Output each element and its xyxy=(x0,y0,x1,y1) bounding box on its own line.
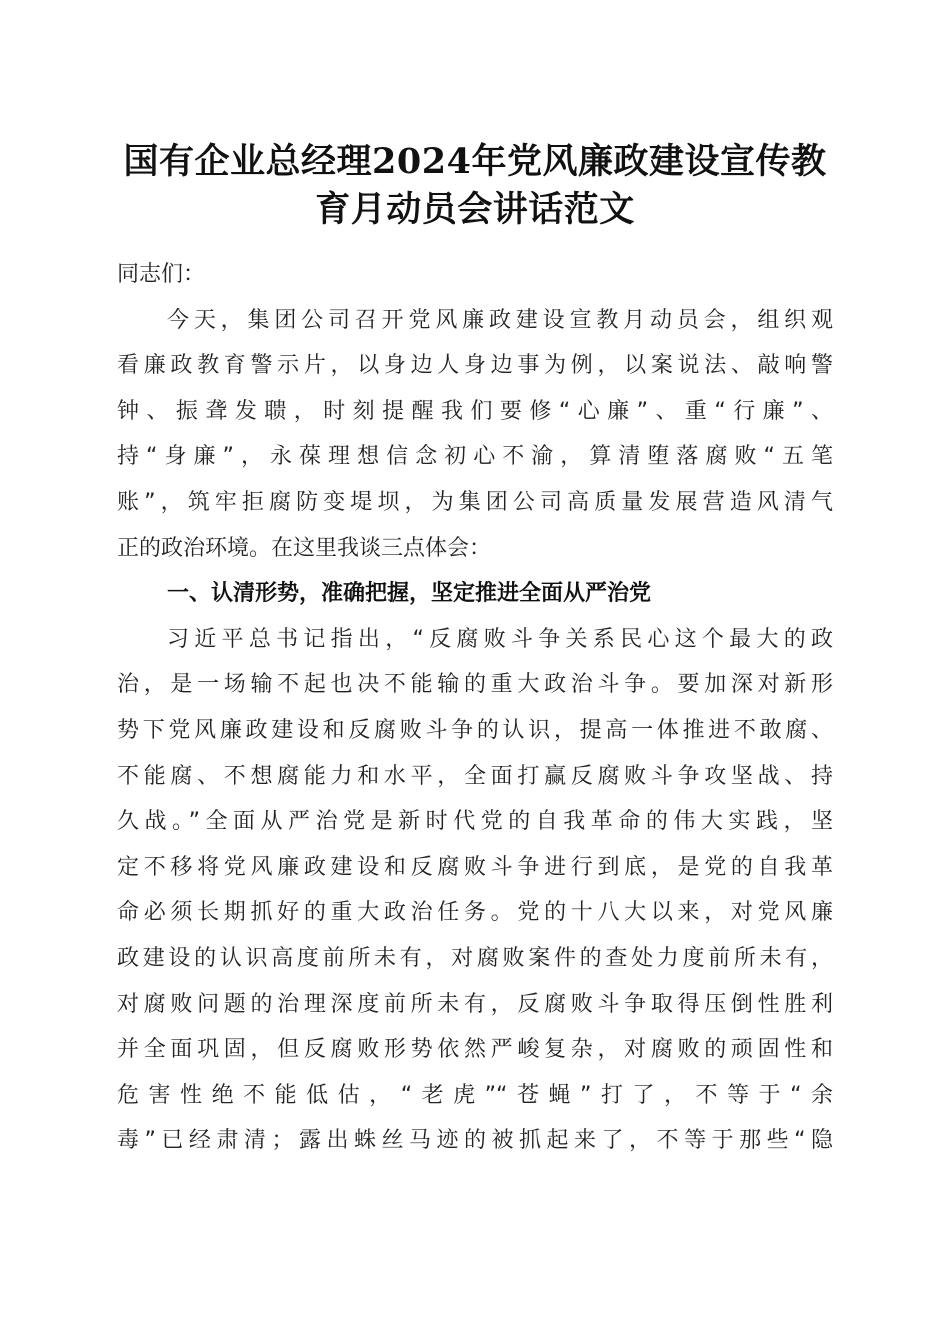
paragraph-line: 政建设的认识高度前所未有，对腐败案件的查处力度前所未有， xyxy=(117,945,833,971)
paragraph-line: 今天，集团公司召开党风廉政建设宣教月动员会，组织观 xyxy=(167,307,833,333)
paragraph-line: 账”，筑牢拒腐防变堤坝，为集团公司高质量发展营造风清气 xyxy=(117,489,833,515)
title-line: 国有企业总经理2024年党风廉政建设宣传教 xyxy=(123,141,827,182)
section1-paragraph xyxy=(117,617,833,1164)
section-heading: 一、认清形势，准确把握，坚定推进全面从严治党 xyxy=(167,581,652,607)
document-body xyxy=(117,252,833,1164)
paragraph-line: 命必须长期抓好的重大政治任务。党的十八大以来，对党风廉 xyxy=(117,900,833,926)
paragraph-line: 定不移将党风廉政建设和反腐败斗争进行到底，是党的自我革 xyxy=(117,854,833,880)
paragraph-line: 毒”已经肃清；露出蛛丝马迹的被抓起来了，不等于那些“隐 xyxy=(117,1128,833,1154)
paragraph-line: 危害性绝不能低估，“老虎”“苍蝇”打了，不等于“余 xyxy=(117,1082,833,1108)
paragraph-line: 治，是一场输不起也决不能输的重大政治斗争。要加深对新形 xyxy=(117,672,833,698)
intro-paragraph xyxy=(117,298,833,572)
paragraph-line: 正的政治环境。在这里我谈三点体会： xyxy=(117,535,492,561)
paragraph-line: 不能腐、不想腐能力和水平，全面打赢反腐败斗争攻坚战、持 xyxy=(117,763,833,789)
paragraph-line: 并全面巩固，但反腐败形势依然严峻复杂，对腐败的顽固性和 xyxy=(117,1037,833,1063)
title-line: 育月动员会讲话范文 xyxy=(315,189,635,230)
paragraph-line: 钟、振聋发聩，时刻提醒我们要修“心廉”、重“行廉”、 xyxy=(117,398,833,424)
paragraph-line: 久战。”全面从严治党是新时代党的自我革命的伟大实践，坚 xyxy=(117,809,833,835)
paragraph-line: 持“身廉”，永葆理想信念初心不渝，算清堕落腐败“五笔 xyxy=(117,444,833,470)
paragraph-line: 对腐败问题的治理深度前所未有，反腐败斗争取得压倒性胜利 xyxy=(117,991,833,1017)
paragraph-line: 看廉政教育警示片，以身边人身边事为例，以案说法、敲响警 xyxy=(117,353,833,379)
salutation: 同志们： xyxy=(117,262,206,287)
document-title xyxy=(100,138,850,234)
paragraph-line: 习近平总书记指出，“反腐败斗争关系民心这个最大的政 xyxy=(167,626,833,652)
paragraph-line: 势下党风廉政建设和反腐败斗争的认识，提高一体推进不敢腐、 xyxy=(117,717,833,743)
